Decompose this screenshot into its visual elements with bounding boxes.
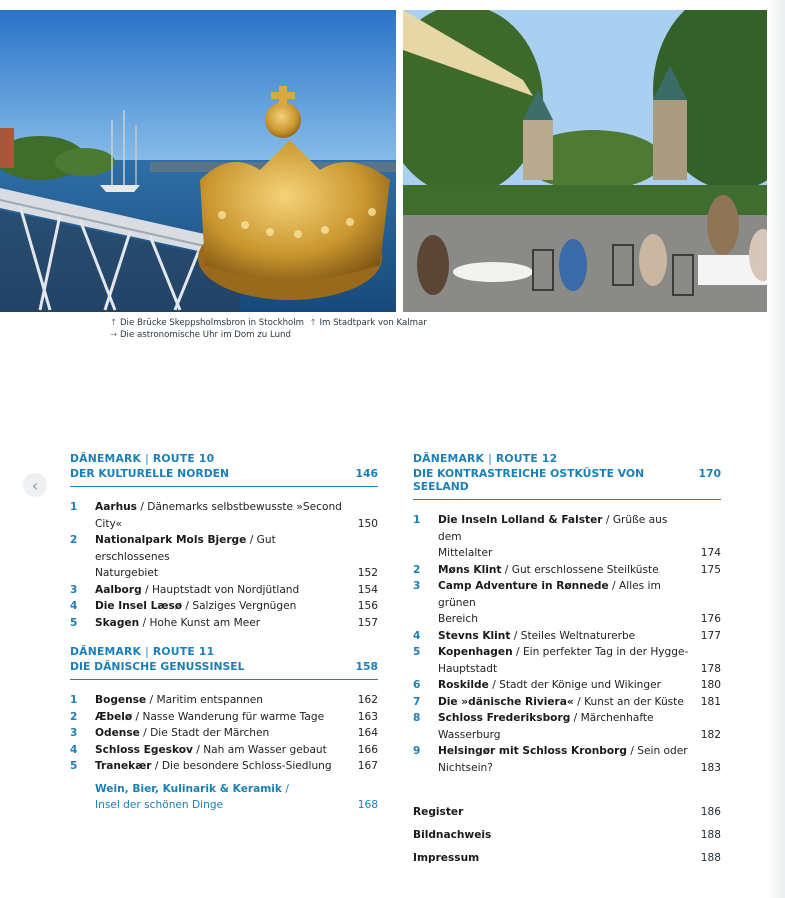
toc-entry[interactable]: 4 Schloss Egeskov / Nah am Wasser gebaut 166 — [70, 742, 378, 759]
toc-entry[interactable]: 3 Camp Adventure in Rønnede / Alles im grünen Bereich 176 — [413, 578, 721, 628]
entry-name: Aalborg — [95, 583, 142, 596]
entry-desc: Hauptstadt von Nordjütland — [151, 583, 300, 596]
appendix-page: 188 — [700, 852, 721, 864]
entry-number: 3 — [70, 727, 78, 739]
entry-name: Helsingør mit Schloss Kronborg — [438, 745, 627, 757]
entry-name: Bogense — [95, 694, 147, 706]
entry-name: Roskilde — [438, 679, 489, 691]
entry-page: 180 — [700, 679, 721, 691]
entry-page: 182 — [700, 728, 721, 741]
entry-desc: Salziges Vergnügen — [192, 600, 297, 612]
route-11-header: DÄNEMARK | ROUTE 11 — [70, 645, 215, 658]
route-12-title: DIE KONTRASTREICHE OSTKÜSTE VON SEELAND — [413, 467, 645, 493]
entry-desc: Gut erschlossene Steilküste — [511, 563, 659, 576]
entry-desc-continued: Nichtsein? — [438, 761, 493, 774]
route-10-entries — [70, 499, 378, 631]
entry-desc: Märchenhafte Wasserburg — [438, 712, 654, 741]
entry-name: Møns Klint — [438, 563, 502, 576]
entry-name: Kopenhagen — [438, 646, 513, 658]
entry-number: 1 — [70, 501, 78, 513]
route-11-page: 158 — [355, 660, 378, 673]
entry-number: 1 — [70, 694, 78, 706]
entry-page: 177 — [700, 629, 721, 642]
entry-page: 178 — [700, 662, 721, 675]
toc-entry[interactable]: 9 Helsingør mit Schloss Kronborg / Sein oder Nichtsein? 183 — [413, 743, 721, 776]
route-10-title: DER KULTURELLE NORDEN — [70, 467, 230, 480]
entry-desc: Nah am Wasser gebaut — [203, 743, 327, 756]
route-10-page: 146 — [355, 467, 378, 480]
entry-name: Odense — [95, 727, 140, 739]
entry-desc-continued: Mittelalter — [438, 547, 493, 559]
entry-name: Skagen — [95, 616, 140, 629]
entry-number: 2 — [70, 534, 78, 546]
route-11-extra-entry[interactable]: Wein, Bier, Kulinarik & Keramik / Insel der schönen Dinge 168 — [70, 781, 378, 814]
entry-desc: Die Stadt der Märchen — [150, 727, 270, 739]
appendix-entry[interactable] — [413, 850, 721, 866]
entry-page: 164 — [357, 727, 378, 739]
toc-entry[interactable]: 3 Odense / Die Stadt der Märchen 164 — [70, 725, 378, 742]
entry-name: Æbelø — [95, 710, 133, 723]
route-10-header: DÄNEMARK | ROUTE 10 — [70, 452, 215, 465]
entry-number: 7 — [413, 695, 421, 708]
route-12-page: 170 — [698, 467, 721, 480]
entry-number: 5 — [70, 760, 78, 772]
toc-entry[interactable]: 6 Roskilde / Stadt der Könige und Wikinger 180 — [413, 677, 721, 694]
entry-number: 1 — [413, 514, 421, 526]
route-12-entries — [413, 512, 721, 776]
entry-name: Aarhus — [95, 501, 137, 513]
caption-lund: Die astronomische Uhr im Dom zu Lund — [119, 330, 291, 340]
appendix-entry[interactable] — [413, 804, 721, 820]
caption-skeppsholmsbron: Die Brücke Skeppsholmsbron in Stockholm — [119, 318, 305, 328]
route-11-title-row[interactable] — [70, 660, 378, 680]
entry-name: Schloss Egeskov — [95, 743, 193, 756]
toc-entry[interactable]: 3 Aalborg / Hauptstadt von Nordjütland 154 — [70, 582, 378, 599]
route-11-title: DIE DÄNISCHE GENUSSINSEL — [70, 660, 245, 673]
toc-right-column — [413, 452, 721, 873]
appendix-page: 186 — [700, 806, 721, 818]
toc-route-11 — [70, 645, 378, 814]
entry-desc: Dänemarks selbstbewusste »Second City« — [95, 501, 342, 530]
entry-name: Stevns Klint — [438, 629, 511, 642]
entry-desc: Gut erschlossenes — [95, 534, 276, 563]
entry-page: 174 — [700, 547, 721, 559]
appendix-label: Bildnachweis — [413, 829, 492, 841]
entry-desc: Die besondere Schloss-Siedlung — [161, 760, 332, 772]
arrow-up-icon: ↑ — [306, 318, 317, 328]
route-12-header: DÄNEMARK | ROUTE 12 — [413, 452, 558, 465]
route-12-title-row[interactable] — [413, 467, 721, 500]
toc-entry[interactable]: 4 Die Insel Læsø / Salziges Vergnügen 156 — [70, 598, 378, 615]
entry-page: 176 — [700, 613, 721, 625]
page-edge-shadow — [767, 0, 785, 898]
entry-number: 4 — [413, 629, 421, 642]
caption-kalmar: Im Stadtpark von Kalmar — [319, 318, 427, 328]
entry-page: 152 — [357, 567, 378, 579]
entry-page: 167 — [357, 760, 378, 772]
chevron-left-icon: ‹ — [31, 475, 39, 495]
entry-desc: Grüße aus dem — [438, 514, 668, 543]
entry-desc: Kunst an der Küste — [584, 695, 684, 708]
appendix-page: 188 — [700, 829, 721, 841]
entry-page: 154 — [357, 583, 378, 596]
entry-page: 183 — [700, 761, 721, 774]
appendix-label: Impressum — [413, 852, 480, 864]
entry-page: 181 — [700, 695, 721, 708]
toc-entry[interactable]: 5 Skagen / Hohe Kunst am Meer 157 — [70, 615, 378, 632]
arrow-right-icon: → — [110, 330, 118, 340]
entry-name: Die »dänische Riviera« — [438, 695, 574, 708]
entry-desc: Ein perfekter Tag in der Hygge- — [522, 646, 689, 658]
toc-entry[interactable]: 2 Møns Klint / Gut erschlossene Steilküste 175 — [413, 562, 721, 579]
route-10-title-row[interactable] — [70, 467, 378, 487]
appendix-label: Register — [413, 806, 464, 818]
extra-name: Wein, Bier, Kulinarik & Keramik — [95, 782, 282, 795]
toc-entry[interactable]: 1 Aarhus / Dänemarks selbstbewusste »Second City« 150 — [70, 499, 378, 532]
entry-number: 3 — [70, 583, 78, 596]
entry-desc: Steiles Weltnaturerbe — [520, 629, 636, 642]
photo-stadtpark-kalmar — [403, 10, 785, 312]
entry-desc-continued: Naturgebiet — [95, 567, 159, 579]
entry-number: 6 — [413, 679, 421, 691]
entry-desc: Maritim entspannen — [156, 694, 263, 706]
toc-entry[interactable]: 1 Bogense / Maritim entspannen 162 — [70, 692, 378, 709]
entry-name: Camp Adventure in Rønnede — [438, 580, 609, 592]
entry-number: 2 — [413, 563, 421, 576]
photo-caption-line-2 — [110, 330, 291, 340]
entry-page: 157 — [357, 616, 378, 629]
toc-entry[interactable]: 5 Tranekær / Die besondere Schloss-Siedlung 167 — [70, 758, 378, 775]
entry-desc: Sein oder — [637, 745, 688, 757]
toc-entry[interactable]: 1 Die Inseln Lolland & Falster / Grüße aus dem Mittelalter 174 — [413, 512, 721, 562]
entry-number: 4 — [70, 743, 78, 756]
entry-desc: Alles im grünen — [438, 580, 661, 609]
toc-entry[interactable]: 8 Schloss Frederiksborg / Märchenhafte Wasserburg 182 — [413, 710, 721, 743]
toc-entry[interactable]: 5 Kopenhagen / Ein perfekter Tag in der Hygge- Hauptstadt 178 — [413, 644, 721, 677]
toc-entry[interactable]: 2 Nationalpark Mols Bjerge / Gut erschlossenes Naturgebiet 152 — [70, 532, 378, 582]
entry-desc-continued: Hauptstadt — [438, 662, 498, 675]
entry-number: 3 — [413, 580, 421, 592]
entry-page: 162 — [357, 694, 378, 706]
entry-number: 9 — [413, 745, 421, 757]
entry-name: Tranekær — [95, 760, 152, 772]
previous-page-button[interactable] — [23, 473, 47, 497]
toc-route-10 — [70, 452, 378, 631]
entry-number: 5 — [70, 616, 78, 629]
photo-caption-line-1 — [110, 318, 427, 328]
entry-number: 5 — [413, 646, 421, 658]
entry-name: Die Insel Læsø — [95, 600, 183, 612]
toc-entry[interactable]: 2 Æbelø / Nasse Wanderung für warme Tage 163 — [70, 709, 378, 726]
entry-name: Nationalpark Mols Bjerge — [95, 534, 247, 546]
entry-desc: Nasse Wanderung für warme Tage — [142, 710, 325, 723]
toc-appendix — [413, 804, 721, 866]
toc-left-column — [70, 452, 378, 814]
photo-skeppsholmsbron — [0, 10, 396, 312]
entry-number: 2 — [70, 710, 78, 723]
entry-name: Die Inseln Lolland & Falster — [438, 514, 603, 526]
entry-page: 163 — [357, 710, 378, 723]
route-11-entries — [70, 692, 378, 775]
toc-route-12 — [413, 452, 721, 776]
extra-page: 168 — [357, 799, 378, 811]
entry-desc: Stadt der Könige und Wikinger — [499, 679, 661, 691]
entry-page: 166 — [357, 743, 378, 756]
toc-entry[interactable]: 4 Stevns Klint / Steiles Weltnaturerbe 177 — [413, 628, 721, 645]
extra-desc: Insel der schönen Dinge — [95, 799, 224, 811]
entry-page: 156 — [357, 600, 378, 612]
entry-desc-continued: Bereich — [438, 613, 478, 625]
entry-number: 4 — [70, 600, 78, 612]
entry-desc: Hohe Kunst am Meer — [149, 616, 261, 629]
appendix-entry[interactable] — [413, 827, 721, 843]
entry-page: 150 — [357, 517, 378, 530]
entry-page: 175 — [700, 563, 721, 576]
toc-entry[interactable]: 7 Die »dänische Riviera« / Kunst an der Küste 181 — [413, 694, 721, 711]
entry-name: Schloss Frederiksborg — [438, 712, 571, 724]
entry-number: 8 — [413, 712, 421, 724]
arrow-up-icon: ↑ — [110, 318, 118, 328]
